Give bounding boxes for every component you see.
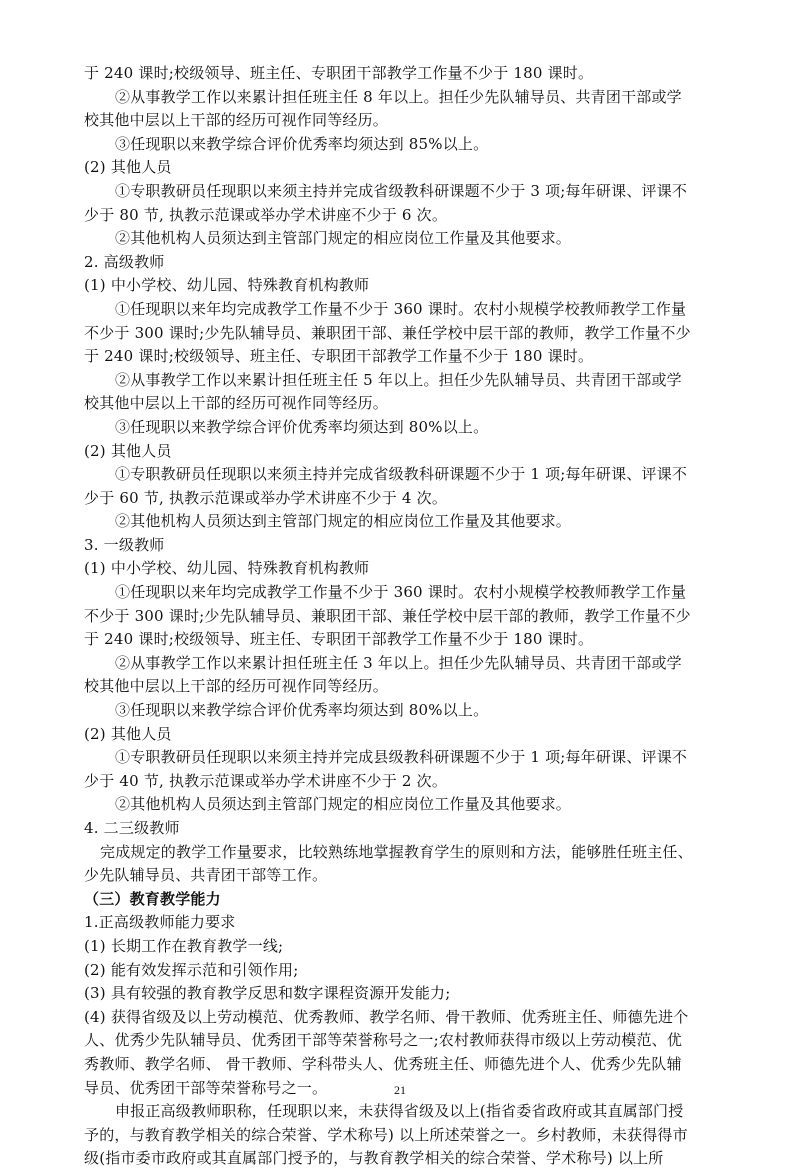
text-line: 申报正高级教师职称，任现职以来，未获得省级及以上(指省委省政府或其直属部门授 <box>115 1102 684 1121</box>
section-heading: (2) 其他人员 <box>84 441 172 460</box>
list-item: (2) 能有效发挥示范和引领作用; <box>84 960 299 979</box>
text-line: ①专职教研员任现职以来须主持并完成县级教科研课题不少于 1 项;每年研课、评课不 <box>115 748 688 767</box>
text-line: ②从事教学工作以来累计担任班主任 3 年以上。担任少先队辅导员、共青团干部或学 <box>115 653 682 672</box>
section-heading: (2) 其他人员 <box>84 158 172 177</box>
text-line: 校其他中层以上干部的经历可视作同等经历。 <box>84 677 389 696</box>
text-line: ②其他机构人员须达到主管部门规定的相应岗位工作量及其他要求。 <box>115 229 572 248</box>
section-heading: 4. 二三级教师 <box>84 819 180 837</box>
section-heading: 2. 高级教师 <box>84 252 165 271</box>
text-line: ①专职教研员任现职以来须主持并完成省级教科研课题不少于 1 项;每年研课、评课不 <box>115 465 688 484</box>
text-line: ①专职教研员任现职以来须主持并完成省级教科研课题不少于 3 项;每年研课、评课不 <box>115 181 688 200</box>
text-line: 予的，与教育教学相关的综合荣誉、学术称号) 以上所述荣誉之一。乡村教师，未获得得市 <box>84 1125 688 1144</box>
text-line: ②其他机构人员须达到主管部门规定的相应岗位工作量及其他要求。 <box>115 795 572 814</box>
text-line: 校其他中层以上干部的经历可视作同等经历。 <box>84 394 389 413</box>
list-item: (3) 具有较强的教育教学反思和数字课程资源开发能力; <box>84 984 451 1003</box>
text-line: 于 240 课时;校级领导、班主任、专职团干部教学工作量不少于 180 课时。 <box>84 630 594 649</box>
text-line: 不少于 300 课时;少先队辅导员、兼职团干部、兼任学校中层干部的教师，教学工作量不少 <box>84 606 691 625</box>
text-line: 于 240 课时;校级领导、班主任、专职团干部教学工作量不少于 180 课时。 <box>84 64 594 82</box>
text-line: 导员、优秀团干部等荣誉称号之一。 <box>84 1078 328 1097</box>
text-line: ③任现职以来教学综合评价优秀率均须达到 85%以上。 <box>115 134 489 153</box>
text-line: 少于 40 节, 执教示范课或举办学术讲座不少于 2 次。 <box>84 771 448 790</box>
text-line: 人、优秀少先队辅导员、优秀团干部等荣誉称号之一;农村教师获得市级以上劳动模范、优 <box>84 1031 683 1050</box>
text-line: 少先队辅导员、共青团干部等工作。 <box>84 866 328 885</box>
section-heading: (1) 中小学校、幼儿园、特殊教育机构教师 <box>84 559 370 578</box>
text-line: ①任现职以来年均完成教学工作量不少于 360 课时。农村小规模学校教师教学工作量 <box>115 583 687 602</box>
document-body <box>84 62 724 1171</box>
page-number: 21 <box>394 1083 406 1097</box>
text-line: ①任现职以来年均完成教学工作量不少于 360 课时。农村小规模学校教师教学工作量 <box>115 299 687 318</box>
section-heading: (1) 中小学校、幼儿园、特殊教育机构教师 <box>84 276 370 295</box>
section-title: （三）教育教学能力 <box>84 889 221 908</box>
list-item: (4) 获得省级及以上劳动模范、优秀教师、教学名师、骨干教师、优秀班主任、师德先进个 <box>84 1007 689 1026</box>
text-line: ②从事教学工作以来累计担任班主任 5 年以上。担任少先队辅导员、共青团干部或学 <box>115 370 682 389</box>
text-line: 校其他中层以上干部的经历可视作同等经历。 <box>84 111 389 130</box>
text-line: 秀教师、教学名师、 骨干教师、学科带头人、优秀班主任、师德先进个人、优秀少先队辅 <box>84 1054 682 1073</box>
list-item: (1) 长期工作在教育教学一线; <box>84 936 284 955</box>
text-line: 少于 80 节, 执教示范课或举办学术讲座不少于 6 次。 <box>84 205 448 224</box>
text-line: 少于 60 节, 执教示范课或举办学术讲座不少于 4 次。 <box>84 488 448 507</box>
text-line: 于 240 课时;校级领导、班主任、专职团干部教学工作量不少于 180 课时。 <box>84 347 594 366</box>
text-line: 完成规定的教学工作量要求，比较熟练地掌握教育学生的原则和方法，能够胜任班主任、 <box>100 842 693 861</box>
section-heading: (2) 其他人员 <box>84 724 172 743</box>
text-line: 不少于 300 课时;少先队辅导员、兼职团干部、兼任学校中层干部的教师，教学工作量不少 <box>84 323 691 342</box>
text-line: ②从事教学工作以来累计担任班主任 8 年以上。担任少先队辅导员、共青团干部或学 <box>115 87 682 106</box>
section-heading: 3. 一级教师 <box>84 535 165 554</box>
text-line: 级(指市委市政府或其直属部门授予的，与教育教学相关的综合荣誉、学术称号) 以上所 <box>84 1149 664 1168</box>
text-line: ③任现职以来教学综合评价优秀率均须达到 80%以上。 <box>115 417 489 436</box>
text-line: ③任现职以来教学综合评价优秀率均须达到 80%以上。 <box>115 701 489 720</box>
text-line: ②其他机构人员须达到主管部门规定的相应岗位工作量及其他要求。 <box>115 512 572 531</box>
section-heading: 1.正高级教师能力要求 <box>84 913 236 932</box>
